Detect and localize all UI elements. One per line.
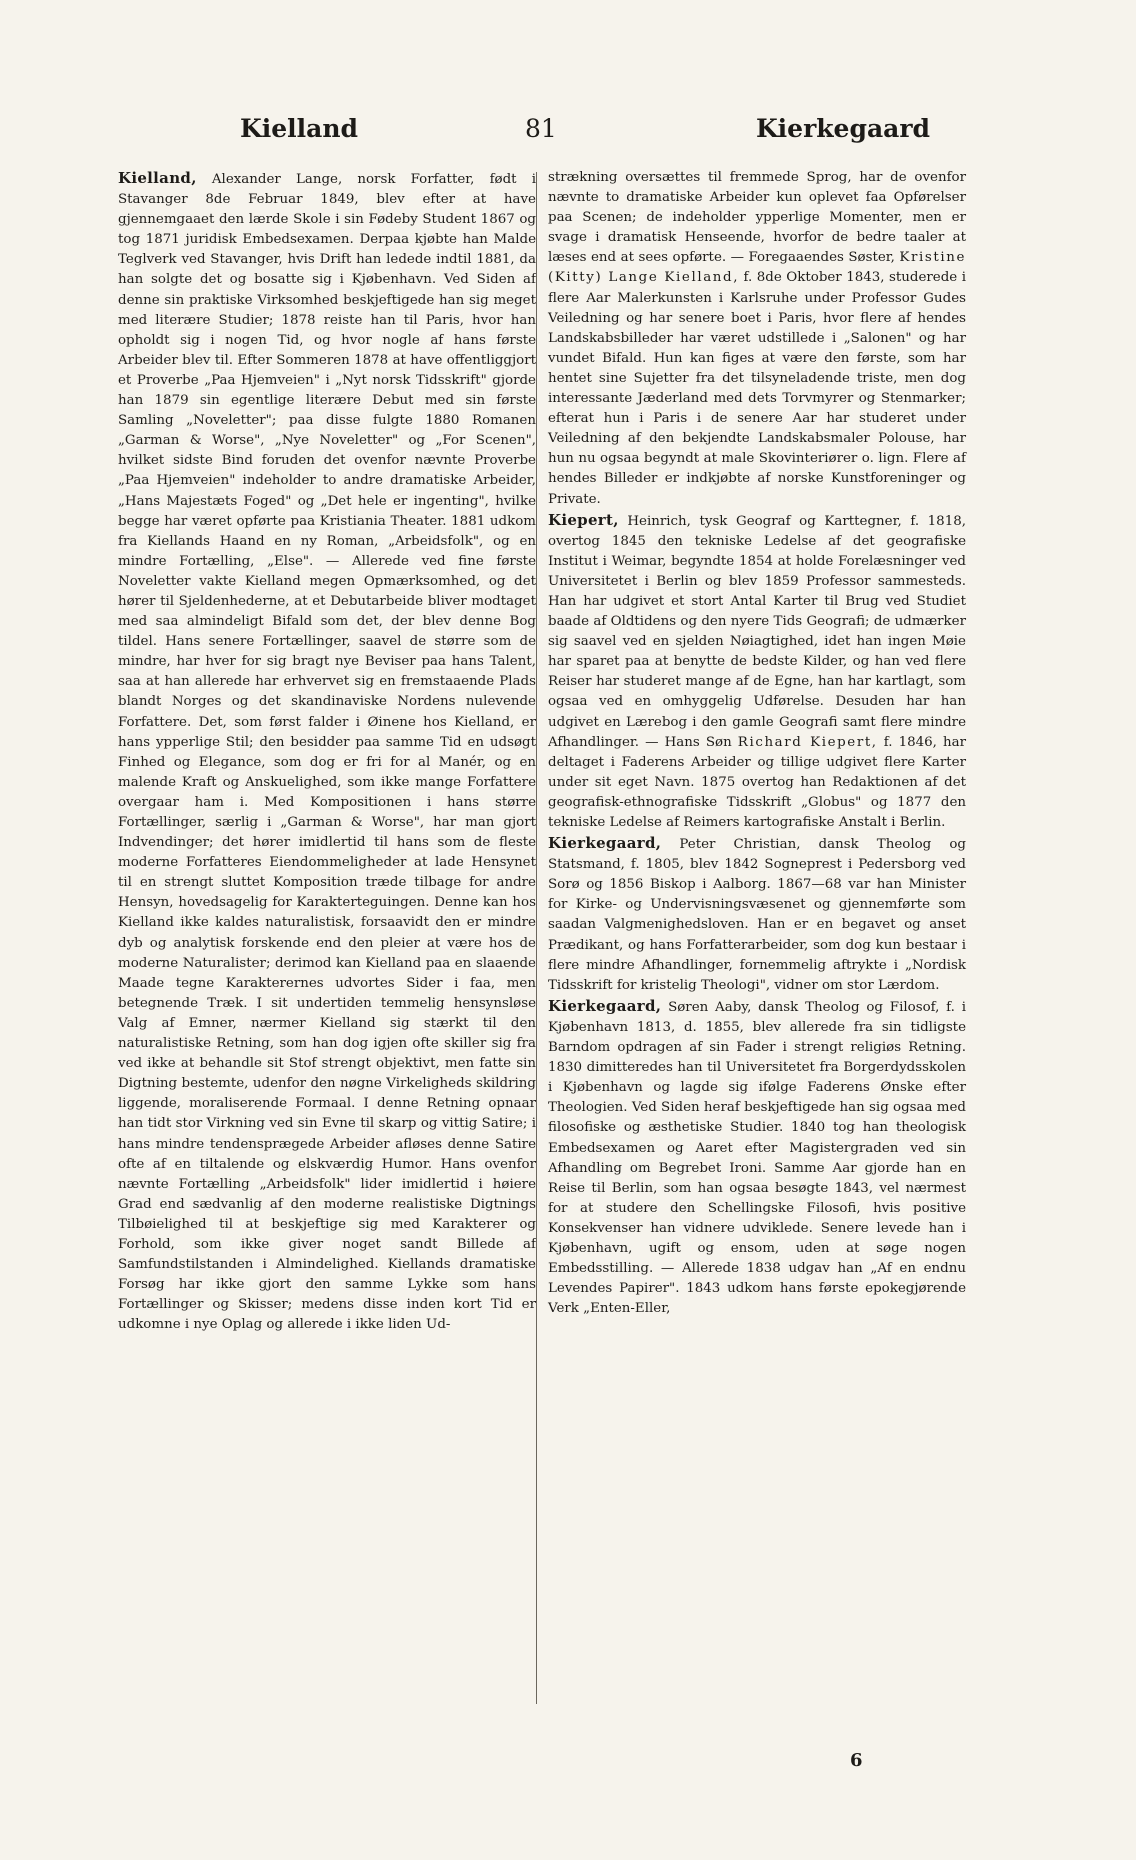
- headword: Kiepert,: [548, 510, 619, 529]
- signature-mark: 6: [850, 1750, 863, 1771]
- column-divider: [536, 172, 537, 1704]
- headword: Kielland,: [118, 169, 197, 187]
- entry-kiepert: [548, 510, 966, 834]
- entry-body: Heinrich, tysk Geograf og Karttegner, f. 1818, overtog 1845 den tekniske Ledelse af det geografiske Institut i Weimar, begyndte 1854 at holde Forelæsninger ved Universitetet i Berlin og blev 1859 Professor sammesteds. Han har udgivet et stort Antal Karter til Brug ved Studiet baade af Oldtidens og den nyere Tids Geografi; de udmærker sig saavel ved en sjelden Nøiagtighed, idet han ingen Møie har sparet paa at benytte de bedste Kilder, og han ved flere Reiser har studeret mange af de Egne, han har kartlagt, som ogsaa ved en omhyggelig Udførelse. Desuden har han udgivet en Lærebog i den gamle Geografi samt flere mindre Afhandlinger. — Hans Søn: [548, 513, 966, 750]
- running-head: [170, 108, 960, 148]
- entry-body: strækning oversættes til fremmede Sprog, har de ovenfor nævnte to dramatiske Arbeider kun oplevet faa Opførelser paa Scenen; de indeholder ypperlige Momenter, men er svage i dramatisk Henseende, hvorfor de bedre taaler at læses end at sees opførte. — Foregaaendes Søster,: [548, 170, 966, 266]
- headword: Kierkegaard,: [548, 996, 662, 1015]
- entry-body: Peter Christian, dansk Theolog og Statsmand, f. 1805, blev 1842 Sogneprest i Pedersborg ved Sorø og 1856 Biskop i Aalborg. 1867—68 var han Minister for Kirke- og Undervisningsvæsenet og gjennemførte som saadan Valgmenighedsloven. Han er en begavet og anset Prædikant, og hans Forfatterarbeider, som dog kun bestaar i flere mindre Afhandlinger, fornemmelig aftrykte i „Nordisk Tidsskrift for kristelig Theologi", vidner om stor Lærdom.: [548, 837, 966, 993]
- entry-body: f. 8de Oktober 1843, studerede i flere Aar Malerkunsten i Karlsruhe under Professor Gudes Veiledning og har senere boet i Paris, hvor flere af hendes Landskabsbilleder har været udstillede i „Salonen" og har vundet Bifald. Hun kan figes at være den første, som har hentet sine Sujetter fra det tilsyneladende triste, men dog interessante Jæderland med dets Torvmyrer og Stenmarker; efterat hun i Paris i de senere Aar har studeret under Veiledning af den bekjendte Landskabsmaler Polouse, har hun nu ogsaa begyndt at male Skovinteriører o. lign. Flere af hendes Billeder er indkjøbte af norske Kunstforeninger og Private.: [548, 270, 966, 507]
- entry-body: Alexander Lange, norsk Forfatter, født i Stavanger 8de Februar 1849, blev efter at have gjennemgaaet den lærde Skole i sin Fødeby Student 1867 og tog 1871 juridisk Embedsexamen. Derpaa kjøbte han Malde Teglverk ved Stavanger, hvis Drift han ledede indtil 1881, da han solgte det og bosatte sig i Kjøbenhavn. Ved Siden af denne sin praktiske Virksomhed beskjeftigede han sig meget med literære Studier; 1878 reiste han til Paris, hvor han opholdt sig i nogen Tid, og hvor nogle af hans første Arbeider blev til. Efter Sommeren 1878 at have offentliggjort et Proverbe „Paa Hjemveien" i „Nyt norsk Tidsskrift" gjorde han 1879 sin egentlige literære Debut med sin første Samling „Noveletter"; paa disse fulgte 1880 Romanen „Garman & Worse", „Nye Noveletter" og „For Scenen", hvilket sidste Bind foruden det ovenfor nævnte Proverbe „Paa Hjemveien" indeholder to andre dramatiske Arbeider, „Hans Majestæts Foged" og „Det hele er ingenting", hvilke begge har været opførte paa Kristiania Theater. 1881 udkom fra Kiellands Haand en ny Roman, „Arbeidsfolk", og en mindre Fortælling, „Else". — Allerede ved fine første Noveletter vakte Kielland megen Opmærksomhed, og det hører til Sjeldenhederne, at et Debutarbeide bliver modtaget med saa almindeligt Bifald som det, der blev denne Bog tildel. Hans senere Fortællinger, saavel de større som de mindre, har hver for sig bragt nye Beviser paa hans Talent, saa at han allerede har erhvervet sig en fremstaaende Plads blandt Norges og det skandinaviske Nordens nulevende Forfattere. Det, som først falder i Øinene hos Kielland, er hans ypperlige Stil; den besidder paa samme Tid en udsøgt Finhed og Elegance, som dog er fri for al Manér, og en malende Kraft og Anskuelighed, som ikke mange Forfattere overgaar ham i. Med Kompositionen i hans større Fortællinger, særlig i „Garman & Worse", har man gjort Indvendinger; det hører imidlertid til hans som de fleste moderne Forfatteres Eiendommeligheder at lade Hensynet til en strengt sluttet Komposition træde tilbage for andre Hensyn, hovedsagelig for Karakterteguingen. Denne kan hos Kielland ikke kaldes naturalistisk, forsaavidt den er mindre dyb og analytisk forskende end den pleier at være hos de moderne Naturalister; derimod kan Kielland paa en slaaende Maade tegne Karakterernes udvortes Sider i faa, men betegnende Træk. I sit undertiden temmelig hensynsløse Valg af Emner, nærmer Kielland sig stærkt til den naturalistiske Retning, som han dog igjen ofte skiller sig fra ved ikke at behandle sit Stof strengt objektivt, men fatte sin Digtning bestemte, udenfor den nøgne Virkeligheds skildring liggende, moraliserende Formaal. I denne Retning opnaar han tidt stor Virkning ved sin Evne til skarp og vittig Satire; i hans mindre tendensprægede Arbeider afløses denne Satire ofte af en tiltalende og elskværdig Humor. Hans ovenfor nævnte Fortælling „Arbeidsfolk" lider imidlertid i høiere Grad end sædvanlig af den moderne realistiske Digtnings Tilbøielighed til at beskjeftige sig med Karakterer og Forhold, som ikke giver noget sandt Billede af Samfundstilstanden i Almindelighed. Kiellands dramatiske Forsøg har ikke gjort den samme Lykke som hans Fortællinger og Skisser; medens disse inden kort Tid er udkomne i nye Oplag og allerede i ikke liden Ud-: [118, 172, 536, 1333]
- header-left-catchword: Kielland: [240, 114, 358, 143]
- entry-body: f. 1846, har deltaget i Faderens Arbeider og tillige udgivet flere Karter under sit eget Navn. 1875 overtog han Redaktionen af det geografisk-ethnografiske Tidsskrift „Globus" og 1877 den tekniske Ledelse af Reimers kartografiske Anstalt i Berlin.: [548, 734, 966, 830]
- headword: Kierkegaard,: [548, 834, 662, 853]
- entry-kielland-alexander: [118, 168, 536, 1335]
- entry-body: Søren Aaby, dansk Theolog og Filosof, f. i Kjøbenhavn 1813, d. 1855, blev allerede fra sin tidligste Barndom opdragen af sin Fader i strengt religiøs Retning. 1830 dimitteredes han til Universitetet fra Borgerdydsskolen i Kjøbenhavn og lagde sig ifølge Faderens Ønske efter Theologien. Ved Siden heraf beskjeftigede han sig ogsaa med filosofiske og æsthetiske Studier. 1840 tog han theologisk Embedsexamen og Aaret efter Magistergraden ved sin Afhandling om Begrebet Ironi. Samme Aar gjorde han en Reise til Berlin, som han ogsaa besøgte 1843, vel nærmest for at studere den Schellingske Filosofi, hvis positive Konsekvenser han vidnere udviklede. Senere levede han i Kjøbenhavn, ugift og ensom, uden at søge nogen Embedsstilling. — Allerede 1838 udgav han „Af en endnu Levendes Papirer". 1843 udkom hans første epokegjørende Verk „Enten-Eller,: [548, 999, 966, 1317]
- header-right-catchword: Kierkegaard: [755, 114, 930, 143]
- entry-kielland-continuation: [548, 168, 966, 510]
- subentry-name: Kristine (Kitty) Lange Kielland,: [548, 250, 966, 286]
- right-column: [548, 168, 966, 1319]
- entry-kierkegaard-soren: [548, 996, 966, 1320]
- page-number: 81: [525, 114, 557, 143]
- subentry-name: Richard Kiepert,: [737, 734, 878, 750]
- left-column: [118, 168, 536, 1335]
- entry-kierkegaard-peter: [548, 833, 966, 996]
